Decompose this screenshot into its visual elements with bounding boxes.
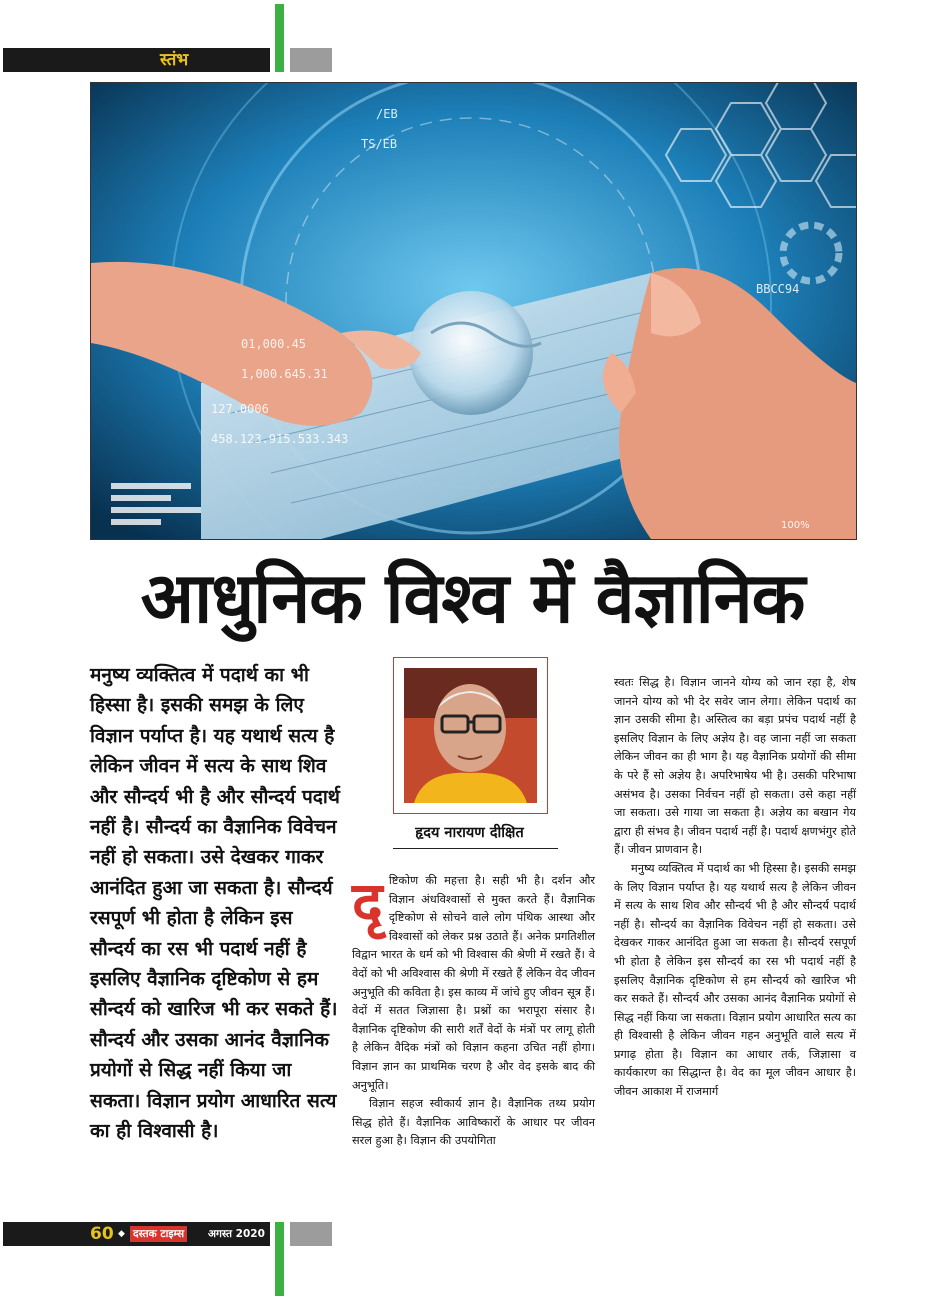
bottom-green-accent xyxy=(275,1222,284,1296)
drop-cap: दृ xyxy=(352,869,383,937)
svg-text:TS/EB: TS/EB xyxy=(361,137,398,151)
article-column-3 xyxy=(614,674,856,1102)
lead-text: मनुष्य व्यक्तित्व में पदार्थ का भी हिस्सा है। इसकी समझ के लिए विज्ञान पर्याप्त है। यह यथार्थ सत्य है लेकिन जीवन में सत्य के साथ शिव और सौन्दर्य भी है और सौन्दर्य पदार्थ नहीं है। सौन्दर्य का वैज्ञानिक विवेचन नहीं हो सकता। उसे देखकर गाकर आनंदित हुआ जा सकता है। सौन्दर्य रसपूर्ण भी होता है लेकिन इस सौन्दर्य का रस भी पदार्थ नहीं है इसलिए वैज्ञानिक दृष्टिकोण से हम सौन्दर्य को खारिज भी कर सकते हैं। सौन्दर्य और उसका आनंद वैज्ञानिक प्रयोगों से सिद्ध नहीं किया जा सकता। विज्ञान प्रयोग आधारित सत्य का ही विश्वासी है। xyxy=(90,664,340,1143)
svg-text:/EB: /EB xyxy=(376,107,398,121)
svg-text:01,000.45: 01,000.45 xyxy=(241,337,307,351)
column3-paragraph-2: मनुष्य व्यक्तित्व में पदार्थ का भी हिस्सा है। इसकी समझ के लिए विज्ञान पर्याप्त है। यह यथार्थ सत्य है लेकिन जीवन में सत्य के साथ शिव और सौन्दर्य भी है और सौन्दर्य पदार्थ नहीं है। सौन्दर्य का वैज्ञानिक विवेचन नहीं हो सकता। उसे देखकर गाकर आनंदित हुआ जा सकता है। सौन्दर्य रसपूर्ण भी होता है लेकिन इस सौन्दर्य का रस भी पदार्थ नहीं है इसलिए वैज्ञानिक दृष्टिकोण से हम सौन्दर्य को खारिज भी कर सकते हैं। सौन्दर्य और उसका आनंद वैज्ञानिक प्रयोगों से सिद्ध नहीं किया जा सकता। विज्ञान प्रयोग आधारित सत्य का ही विश्वासी है लेकिन जीवन गहन अनुभूति वाले सत्य में प्रगाढ़ होता है। विज्ञान का आधार तर्क, जिज्ञासा व कार्यकारण का सिद्धान्त है। वेद का मूल जीवन आधार है। जीवन आकाश में राजमार्ग xyxy=(614,861,856,1099)
publication-name: दस्तक टाइम्स xyxy=(130,1226,187,1242)
column2-paragraph-2: विज्ञान सहज स्वीकार्य ज्ञान है। वैज्ञानिक तथ्य प्रयोग सिद्ध होते हैं। वैज्ञानिक आविष्कारों के आधार पर जीवन सरल हुआ है। विज्ञान की उपयोगिता xyxy=(352,1097,595,1148)
column2-paragraph-1: ष्टिकोण की महत्ता है। सही भी है। दर्शन और विज्ञान अंधविश्वासों से मुक्त करते हैं। वैज्ञानिक दृष्टिकोण से सोचने वाले लोग पंथिक आस्था और विश्वासों को लेकर प्रश्न उठाते हैं। अनेक प्रगतिशील विद्वान भारत के धर्म को भी विश्वास की श्रेणी में रखते हैं। वे वेदों को भी अविश्वास की श्रेणी में रखते हैं लेकिन वेद जीवन अनुभूति की कविता है। इस काव्य में जांचे हुए जीवन सूत्र हैं। वेदों में सतत जिज्ञासा है। प्रश्नों का भरापूरा संसार है। वैज्ञानिक दृष्टिकोण की सारी शर्तें वेदों के मंत्रों पर लागू होती है लेकिन वैदिक मंत्रों को विज्ञान कहना उचित नहीं होगा। विज्ञान ज्ञान का प्राथमिक चरण है और वेद इसके बाद की अनुभूति। xyxy=(352,874,595,1092)
author-name: हृदय नारायण दीक्षित xyxy=(415,825,524,841)
page-number: 60 xyxy=(90,1224,114,1244)
svg-text:127.0006: 127.0006 xyxy=(211,402,269,416)
svg-text:1,000.645.31: 1,000.645.31 xyxy=(241,367,328,381)
issue-date: अगस्त 2020 xyxy=(208,1228,265,1240)
top-green-accent xyxy=(275,4,284,72)
section-label: स्तंभ xyxy=(160,50,189,70)
technology-hands-keyboard-image xyxy=(91,83,856,539)
header-grey-block xyxy=(290,48,332,72)
svg-text:100%: 100% xyxy=(781,520,810,531)
svg-text:BBCC94: BBCC94 xyxy=(756,282,800,296)
footer-bullet: ◆ xyxy=(118,1229,125,1239)
author-divider xyxy=(393,848,558,849)
column3-paragraph-1: स्वतः सिद्ध है। विज्ञान जानने योग्य को जान रहा है, शेष जानने योग्य को भी देर सवेर जान लेगा। लेकिन पदार्थ का ज्ञान उसकी सीमा है। अस्तित्व का बड़ा प्रपंच पदार्थ नहीं है इसलिए विज्ञान के लिए अज्ञेय है। वह जाना नहीं जा सकता लेकिन जीवन का ही भाग है। यह वैज्ञानिक प्रयोगों की सीमा के परे हैं सो अज्ञेय है। अपरिभाषेय भी है। उसकी परिभाषा असंभव है। उसका निर्वचन नहीं हो सकता। उसे कहा नहीं जा सकता। उसे गाया जा सकता है। अज्ञेय का बखान गेय द्वारा ही संभव है। जीवन पदार्थ नहीं है। पदार्थ क्षणभंगुर होते हैं। जीवन प्राणवान है। xyxy=(614,676,856,857)
author-portrait xyxy=(393,657,548,814)
hero-image xyxy=(90,82,857,540)
svg-text:458.123.915.533.343: 458.123.915.533.343 xyxy=(211,432,349,446)
article-headline: आधुनिक विश्व में वैज्ञानिक xyxy=(140,557,805,639)
article-column-2 xyxy=(352,869,595,1151)
section-header-bar xyxy=(3,48,270,72)
author-photo xyxy=(394,658,547,813)
footer-grey-block xyxy=(290,1222,332,1246)
